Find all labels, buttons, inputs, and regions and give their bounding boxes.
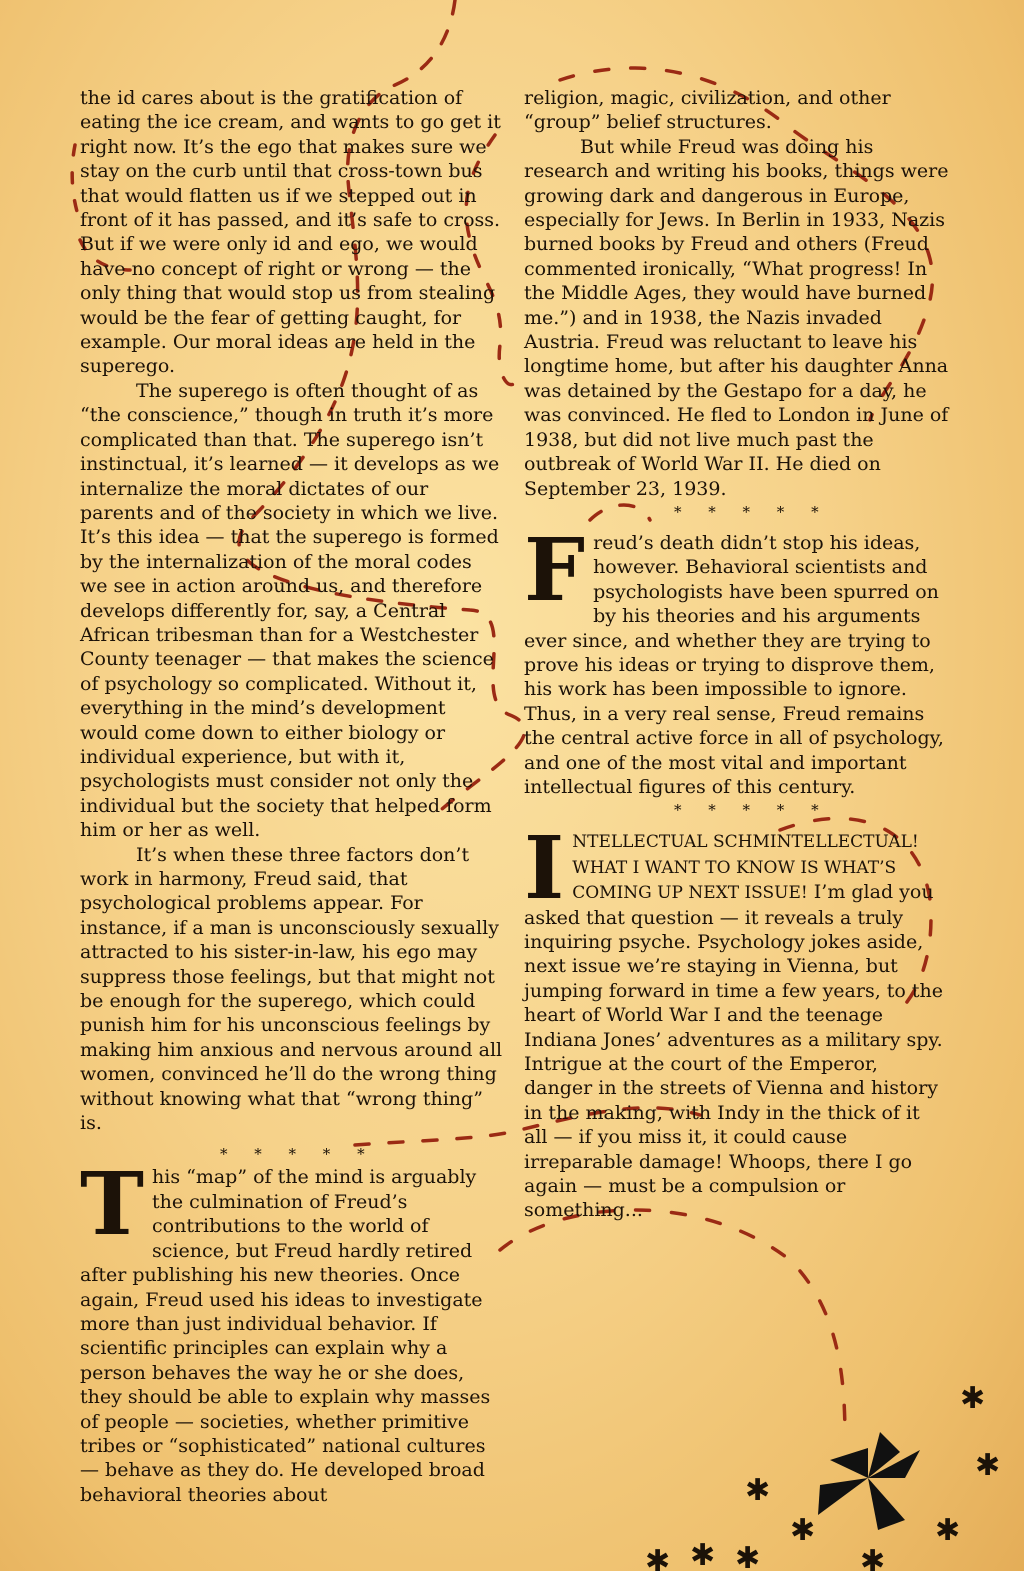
right-paragraph-3	[524, 519, 949, 799]
right-paragraph-1: religion, magic, civilization, and other “group” belief structures.	[524, 87, 891, 134]
left-text-column	[80, 86, 505, 1507]
svg-text:✱: ✱	[975, 1448, 1001, 1483]
left-paragraph-1: the id cares about is the gratification of eating the ice cream, and wants to go get it right now. It’s the ego that makes sure we stay on the curb until that cross-town bus that would flatten us if we stepped out in front of it has passed, and it’s safe to cross. But if we were only id and ego, we would have no concept of right or wrong — the only thing that would stop us from stealing would be the fear of getting caught, for example. Our moral ideas are held in the superego.	[80, 87, 501, 378]
left-paragraph-2: The superego is often thought of as “the conscience,” though in truth it’s more complicated than that. The superego isn’t instinctual, it’s learned — it develops as we internalize the moral dictates of our parents and of the society in which we live. It’s this idea — that the superego is formed by the internalization of the moral codes we see in action around us, and therefore develops differently for, say, a Central African tribesman than for a Westchester County teenager — that makes the science of psychology so complicated. Without it, everything in the mind’s development would come down to either biology or individual experience, but with it, psychologists must consider not only the individual but the society that helped form him or her as well.	[80, 379, 500, 842]
right-paragraph-2: But while Freud was doing his research and writing his books, things were growing dark and dangerous in Europe, especially for Jews. In Berlin in 1933, Nazis burned books by Freud and others (Freud commented ironically, “What progress! In the Middle Ages, they would have burned me.”) and in 1938, the Nazis invaded Austria. Freud was reluctant to leave his longtime home, but after his daughter Anna was detained by the Gestapo for a day, he was convinced. He fled to London in June of 1938, but did not live much past the outbreak of World War II. He died on September 23, 1939.	[524, 135, 949, 500]
svg-text:✱: ✱	[935, 1513, 961, 1548]
drop-cap-i: I	[524, 818, 565, 920]
section-separator-right-1: * * * * *	[674, 502, 830, 521]
svg-text:✱: ✱	[645, 1544, 671, 1571]
right-text-column	[524, 86, 949, 1223]
right-paragraph-4	[524, 818, 949, 1223]
svg-text:✱: ✱	[790, 1513, 816, 1548]
svg-text:✱: ✱	[860, 1544, 886, 1571]
compass-rose-icon	[818, 1432, 920, 1530]
right-paragraph-4-text: I’m glad you asked that question — it reveals a truly inquiring psyche. Psychology jokes aside, next issue we’re staying in Vienna, but jumping forward in time a few years, to the heart of World War I and the teenage Indiana Jones’ adventures as a military spy. Intrigue at the court of the Emperor, danger in the streets of Vienna and history in the making, with Indy in the thick of it all — if you miss it, it could cause irreparable damage! Whoops, there I go again — must be a compulsion or something...	[524, 881, 944, 1222]
svg-text:✱: ✱	[690, 1538, 716, 1571]
svg-text:✱: ✱	[745, 1473, 771, 1508]
drop-cap-f: F	[524, 519, 586, 621]
marching-figures-icon	[645, 1381, 1000, 1571]
section-separator-right-2: * * * * *	[674, 801, 830, 820]
svg-text:✱: ✱	[735, 1541, 761, 1571]
left-paragraph-4-text: his “map” of the mind is arguably the culmination of Freud’s contributions to the world of science, but Freud hardly retired after publishing his new theories. Once again, Freud used his ideas to investigate more than just individual behavior. If scientific principles can explain why a person behaves the way he or she does, they should be able to explain why masses of people — societies, whether primitive tribes or “sophisticated” national cultures — behave as they do. He developed broad behavioral theories about	[80, 1166, 491, 1506]
right-paragraph-3-text: reud’s death didn’t stop his ideas, however. Behavioral scientists and psychologists have been spurred on by his theories and his arguments ever since, and whether they are trying to prove his ideas or trying to disprove them, his work has been impossible to ignore. Thus, in a very real sense, Freud remains the central active force in all of psychology, and one of the most vital and important intellectual figures of this century.	[524, 531, 944, 798]
svg-text:✱: ✱	[960, 1381, 986, 1416]
drop-cap-t: T	[80, 1154, 144, 1256]
right-paragraph-4-caps: NTELLECTUAL SCHMINTELLECTUAL! WHAT I WANT TO KNOW IS WHAT’S COMING UP NEXT ISSUE!	[572, 832, 919, 904]
left-paragraph-4	[80, 1154, 505, 1507]
left-paragraph-3: It’s when these three factors don’t work in harmony, Freud said, that psychological problems appear. For instance, if a man is unconsciously sexually attracted to his sister-in-law, his ego may suppress those feelings, but that might not be enough for the superego, which could punish him for his unconscious feelings by making him anxious and nervous around all women, convinced he’ll do the wrong thing without knowing what that “wrong thing” is.	[80, 843, 503, 1135]
section-separator-left: * * * * *	[220, 1145, 376, 1164]
